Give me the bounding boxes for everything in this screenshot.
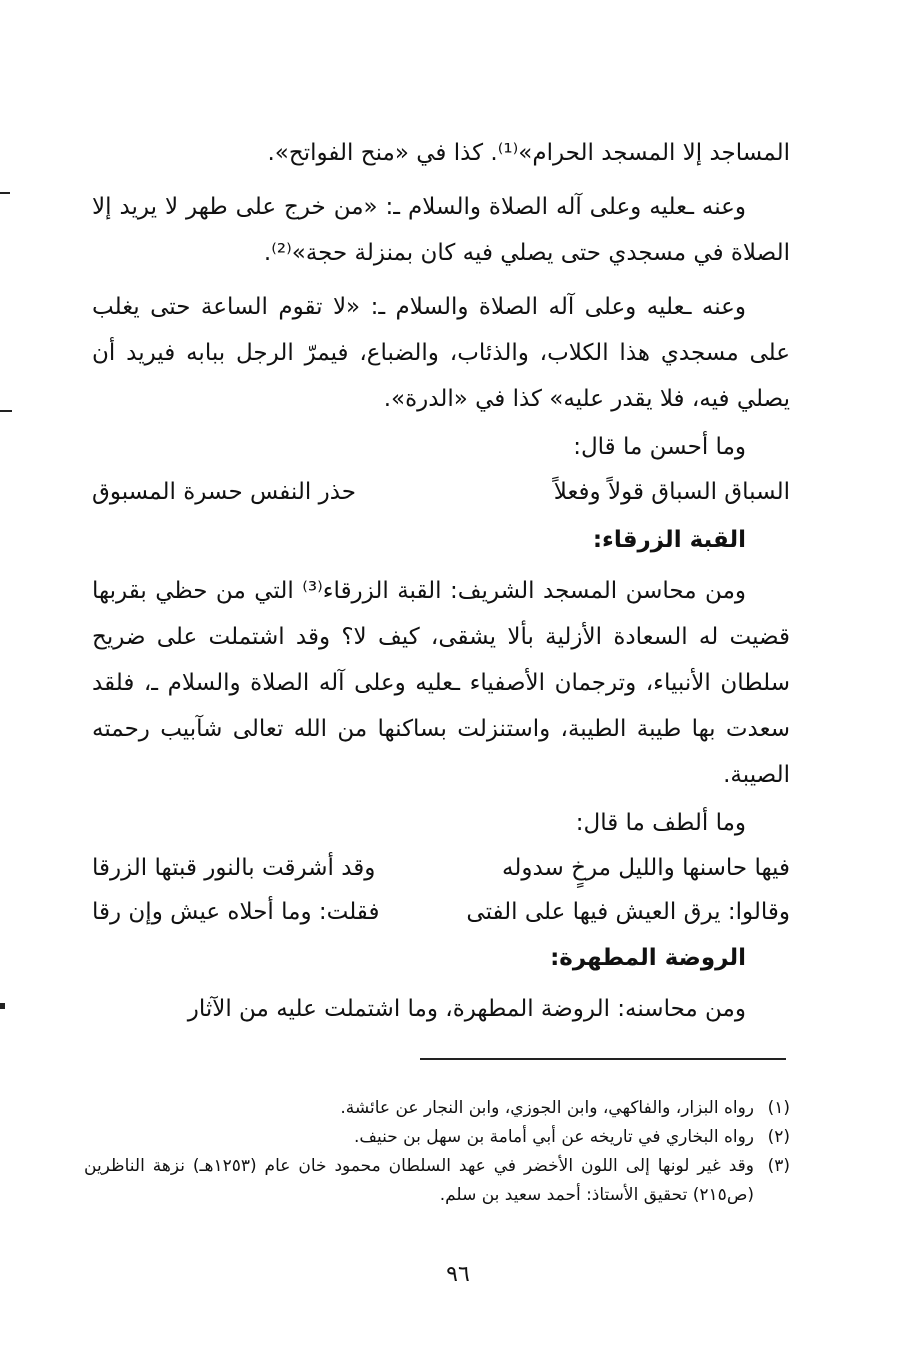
scan-mark xyxy=(0,1003,5,1009)
footnote-2-number: (٢) xyxy=(767,1127,790,1147)
paragraph-2: وعنه ـعليه وعلى آله الصلاة والسلام ـ: «من خرج على طهر لا يريد إلا الصلاة في مسجدي حتى يصلي فيه كان بمنزلة حجة»⁽²⁾. xyxy=(92,194,790,266)
last-line: ومن محاسنه: الروضة المطهرة، وما اشتملت عليه من الآثار xyxy=(187,996,746,1022)
heading-purified-garden: الروضة المطهرة: xyxy=(550,945,746,971)
main-text xyxy=(92,130,790,1032)
verse-2 xyxy=(92,846,790,890)
verse-1-first-hemistich: السباق السباق قولاً وفعلاً xyxy=(553,479,790,505)
intro-verse-1: وما أحسن ما قال: xyxy=(573,434,746,460)
footnote-2 xyxy=(84,1123,790,1152)
footnote-2-text: رواه البخاري في تاريخه عن أبي أمامة بن سهل بن حنيف. xyxy=(353,1127,754,1147)
verse-2-second-hemistich: وقد أشرقت بالنور قبتها الزرقا xyxy=(92,855,376,881)
paragraph-3: وعنه ـعليه وعلى آله الصلاة والسلام ـ: «لا تقوم الساعة حتى يغلب على مسجدي هذا الكلاب، والذئاب، والضباع، فيمرّ الرجل ببابه فيريد أن يصلي فيه، فلا يقدر عليه» كذا في «الدرة». xyxy=(92,294,790,412)
line-1: المساجد إلا المسجد الحرام»⁽¹⁾. كذا في «منح الفواتح». xyxy=(267,140,790,166)
footnotes xyxy=(84,1094,790,1210)
verse-1-second-hemistich: حذر النفس حسرة المسبوق xyxy=(92,479,356,505)
verse-1 xyxy=(92,470,790,514)
footnote-1-text: رواه البزار، والفاكهي، وابن الجوزي، وابن النجار عن عائشة. xyxy=(340,1098,754,1118)
verse-3 xyxy=(92,890,790,934)
page-number: ٩٦ xyxy=(446,1262,470,1287)
footnote-divider xyxy=(420,1058,786,1060)
verse-3-first-hemistich: وقالوا: يرق العيش فيها على الفتى xyxy=(466,899,790,925)
footnote-1-number: (١) xyxy=(767,1098,790,1118)
footnote-1 xyxy=(84,1094,790,1123)
scan-mark xyxy=(0,192,10,194)
paragraph-4: ومن محاسن المسجد الشريف: القبة الزرقاء⁽³⁾ التي من حظي بقربها قضيت له السعادة الأزلية بألا يشقى، كيف لا؟ وقد اشتملت على ضريح سلطان الأنبياء، وترجمان الأصفياء ـعليه وعلى آله الصلاة والسلام ـ، فلقد سعدت بها طيبة الطيبة، واستنزلت بساكنها من الله تعالى شآبيب رحمته الصيبة. xyxy=(92,578,790,788)
scan-mark xyxy=(0,410,12,412)
verse-2-first-hemistich: فيها حاسنها والليل مرخٍ سدوله xyxy=(502,855,790,881)
heading-blue-dome: القبة الزرقاء: xyxy=(592,527,746,553)
footnote-3-number: (٣) xyxy=(767,1156,790,1176)
verse-3-second-hemistich: فقلت: وما أحلاه عيش وإن رقا xyxy=(92,899,380,925)
intro-verse-2: وما ألطف ما قال: xyxy=(575,810,746,836)
footnote-3-text: وقد غير لونها إلى اللون الأخضر في عهد السلطان محمود خان عام (١٢٥٣هـ) نزهة الناظرين (ص٢١٥) تحقيق الأستاذ: أحمد سعيد بن سلم. xyxy=(84,1156,754,1205)
footnote-3 xyxy=(84,1152,790,1210)
